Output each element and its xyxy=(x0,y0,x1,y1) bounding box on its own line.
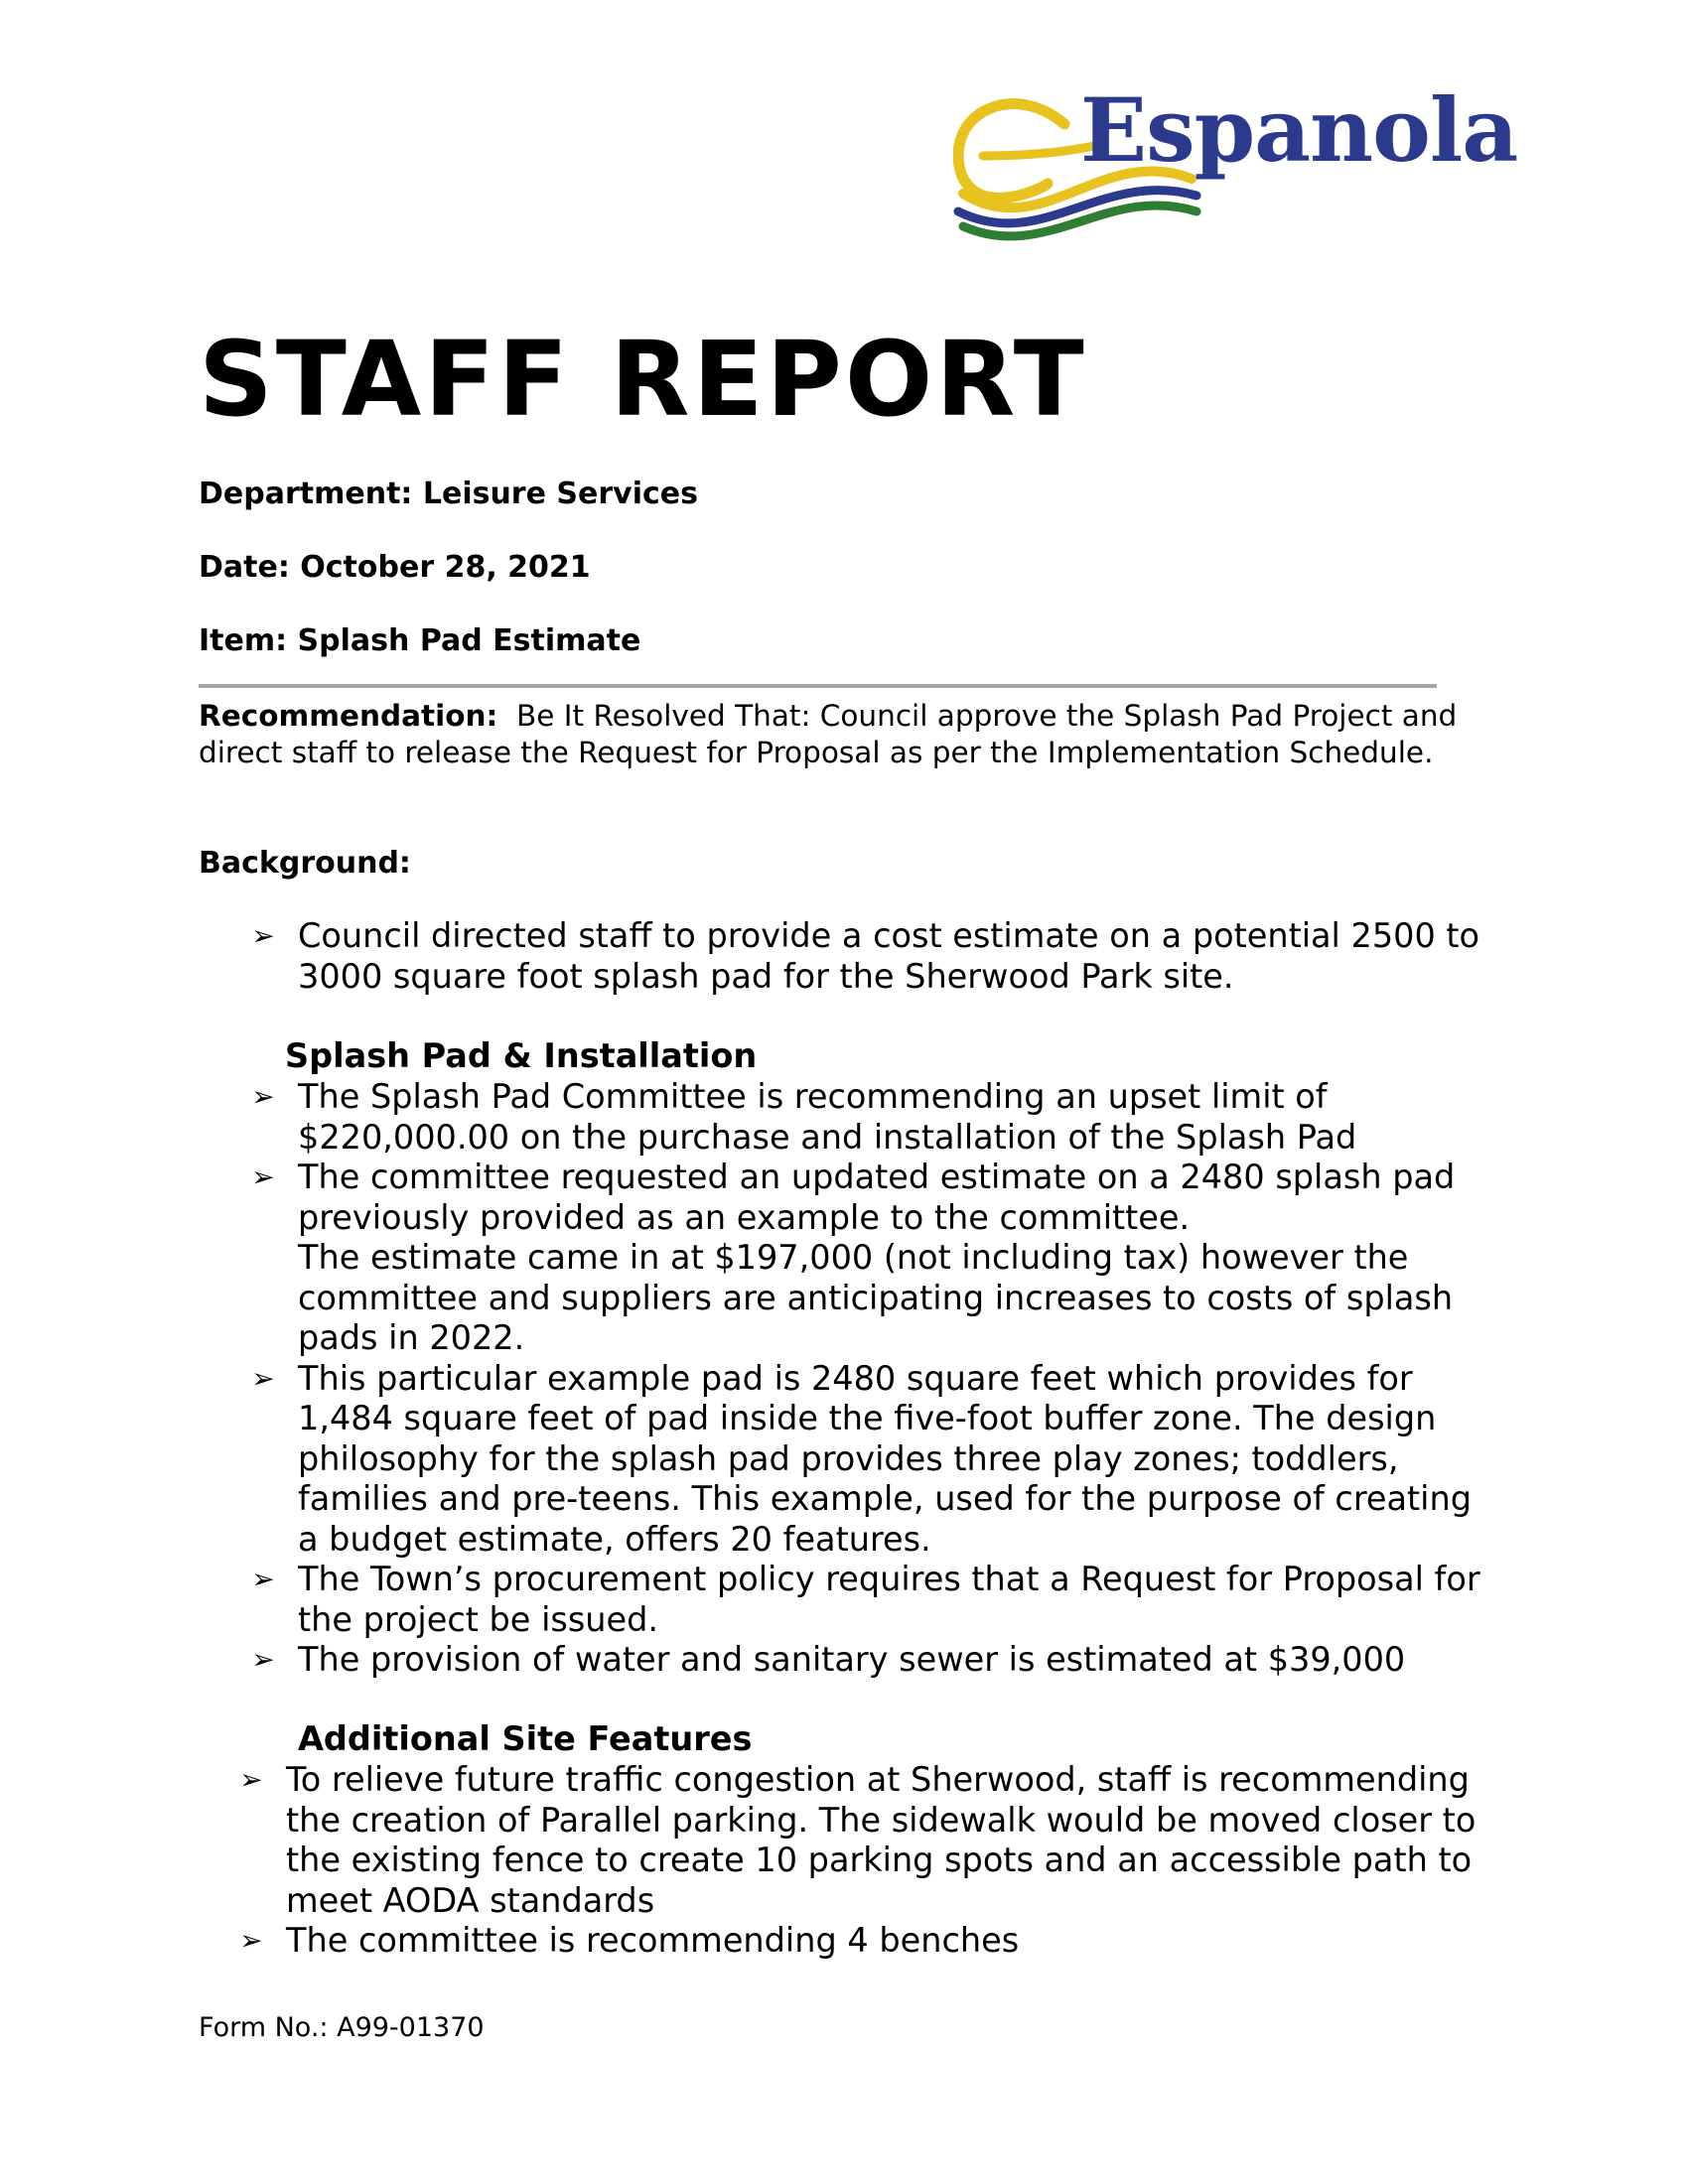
bullet-text: This particular example pad is 2480 square feet which provides for 1,484 square feet of pad inside the five-foot buffer zone. The design philosophy for the splash pad provides three play zones; toddlers, families and pre-teens. This example, used for the purpose of creating a budget estimate, offers 20 features. xyxy=(298,1358,1472,1559)
arrow-bullet-icon: ➢ xyxy=(251,1080,275,1113)
list-item xyxy=(251,1640,1499,1681)
bullet-text: The committee is recommending 4 benches xyxy=(286,1921,1020,1960)
bullet-text: The committee requested an updated estimate on a 2480 splash pad previously provided as an example to the committee. xyxy=(298,1158,1456,1237)
site-features-bullet-list xyxy=(239,1760,1499,1962)
item-line: Item: Splash Pad Estimate xyxy=(199,623,641,658)
recommendation-label: Recommendation: xyxy=(199,699,498,733)
arrow-bullet-icon: ➢ xyxy=(239,1924,263,1957)
date-line: Date: October 28, 2021 xyxy=(199,550,591,585)
bullet-text: To relieve future traffic congestion at Sherwood, staff is recommending the creation of Parallel parking. The sidewalk would be moved closer to the existing fence to create 10 parking spots and an accessible path to meet AODA standards xyxy=(286,1760,1477,1920)
list-item xyxy=(251,916,1489,997)
list-item xyxy=(251,1358,1499,1561)
bullet-continuation xyxy=(298,1238,1499,1359)
arrow-bullet-icon: ➢ xyxy=(251,1361,275,1395)
bullet-text: Council directed staff to provide a cost estimate on a potential 2500 to 3000 square foot splash pad for the Sherwood Park site. xyxy=(298,916,1480,996)
arrow-bullet-icon: ➢ xyxy=(251,1160,275,1193)
department-line: Department: Leisure Services xyxy=(199,477,698,511)
continuation-text: The estimate came in at $197,000 (not including tax) however the committee and suppliers are anticipating increases to costs of splash pads in 2022. xyxy=(298,1238,1454,1357)
form-number: Form No.: A99-01370 xyxy=(199,2012,485,2043)
recommendation xyxy=(199,698,1479,771)
logo-wordmark: Espanola xyxy=(1080,78,1518,182)
list-item xyxy=(251,1158,1499,1238)
espanola-logo xyxy=(953,78,1518,253)
section-heading-splash-pad: Splash Pad & Installation xyxy=(285,1036,758,1075)
section-heading-site-features: Additional Site Features xyxy=(298,1719,753,1758)
bullet-text: The Splash Pad Committee is recommending an upset limit of $220,000.00 on the purchase and installation of the Splash Pad xyxy=(298,1077,1357,1157)
bullet-text: The Town’s procurement policy requires that a Request for Proposal for the project be issued. xyxy=(298,1560,1480,1639)
intro-bullet-list xyxy=(251,916,1489,997)
arrow-bullet-icon: ➢ xyxy=(251,1563,275,1595)
list-item xyxy=(251,1077,1499,1158)
list-item xyxy=(239,1760,1499,1921)
arrow-bullet-icon: ➢ xyxy=(251,1643,275,1676)
recommendation-text: Be It Resolved That: Council approve the Splash Pad Project and direct staff to release the Request for Proposal as per the Implementation Schedule. xyxy=(199,699,1458,769)
list-item xyxy=(239,1921,1499,1962)
list-item xyxy=(251,1560,1499,1640)
bullet-text: The provision of water and sanitary sewer is estimated at $39,000 xyxy=(298,1640,1406,1679)
arrow-bullet-icon: ➢ xyxy=(251,919,275,952)
divider xyxy=(199,684,1437,688)
splash-pad-bullet-list xyxy=(251,1077,1499,1681)
background-heading: Background: xyxy=(199,846,411,881)
page-title: STAFF REPORT xyxy=(199,319,1087,440)
arrow-bullet-icon: ➢ xyxy=(239,1763,263,1796)
